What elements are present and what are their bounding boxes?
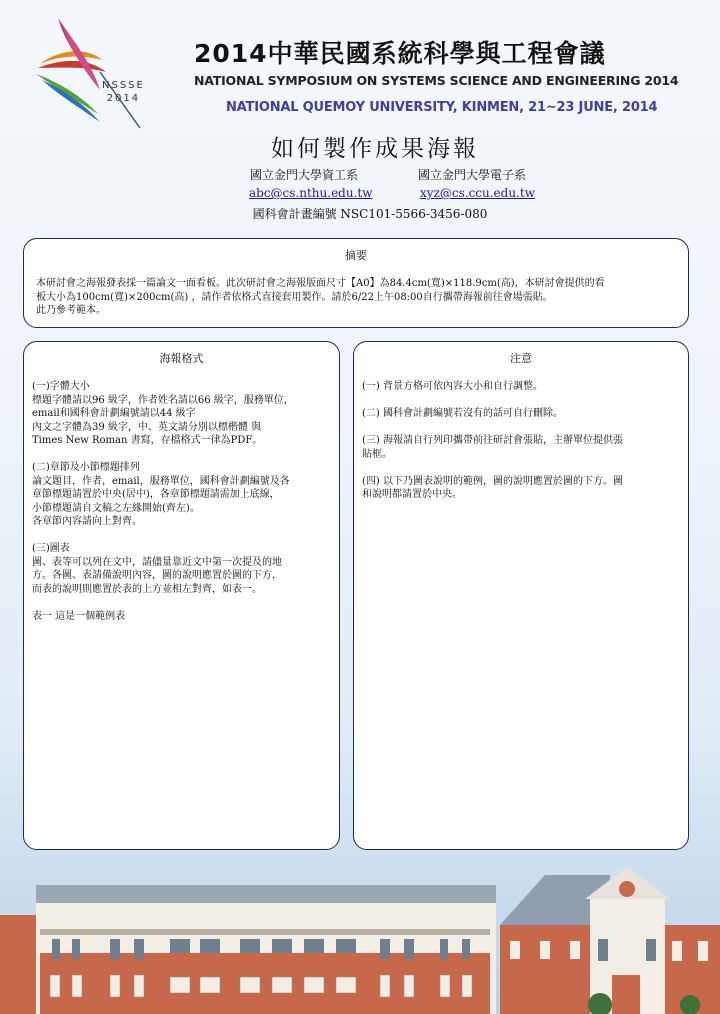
- format-line: 論文題目，作者，email，服務單位，國科會計劃編號及各: [32, 475, 290, 487]
- poster-title: 如何製作成果海報: [271, 136, 479, 162]
- logo-line-2: 2014: [106, 93, 141, 104]
- email-2[interactable]: xyz@cs.ccu.edu.tw: [420, 186, 535, 200]
- conference-venue: NATIONAL QUEMOY UNIVERSITY, KINMEN, 21~23 JUNE, 2014: [226, 100, 658, 115]
- notes-heading: 注意: [510, 352, 532, 365]
- affiliation-1: 國立金門大學資工系: [250, 168, 359, 182]
- campus-building-illustration: [0, 855, 720, 1014]
- note-item: [362, 434, 680, 461]
- note-line: (三) 海報請自行列印攜帶前往研討會張貼，主辦單位提供張: [362, 435, 623, 446]
- format-heading: 海報格式: [159, 352, 204, 365]
- notes-body: [362, 380, 680, 502]
- format-line: 小節標題請自文稿之左緣開始(齊左)。: [32, 502, 200, 514]
- abstract-body: [36, 277, 676, 318]
- format-line: 內文之字體為39 級字，中、英文請分別以標楷體 與: [32, 421, 262, 433]
- format-line: 圖、表等可以列在文中，請儘量靠近文中第一次提及的地: [32, 556, 282, 568]
- table-caption: 表一 這是一個範例表: [32, 610, 126, 622]
- note-line: (二) 國科會計劃編號若沒有的話可自行刪除。: [362, 408, 563, 419]
- note-item: [362, 380, 680, 394]
- note-line: (一) 背景方格可依內容大小和自行調整。: [362, 381, 543, 392]
- format-section-figures: [32, 542, 331, 596]
- format-box: [23, 341, 340, 850]
- note-line: 貼框。: [362, 448, 392, 460]
- format-line: 章節標題請置於中央(居中)，各章節標題請需加上底線，: [32, 489, 280, 500]
- note-item: [362, 475, 680, 502]
- format-line: Times New Roman 書寫，存檔格式一律為PDF。: [32, 435, 263, 446]
- format-section-headings: [32, 461, 331, 529]
- abstract-box: [23, 238, 689, 328]
- poster-header: [0, 0, 720, 230]
- format-section-font-size: [32, 380, 331, 448]
- format-line: 而表的說明則應置於表的上方並相左對齊，如表一。: [32, 583, 262, 595]
- nssse-logo: [28, 10, 158, 130]
- note-line: 和說明都請置於中央。: [362, 489, 462, 500]
- format-line: (一)字體大小: [32, 381, 90, 392]
- format-line: 方。各圖、表請備說明內容，圖的說明應置於圖的下方，: [32, 570, 282, 581]
- nsc-number: 國科會計畫編號 NSC101-5566-3456-080: [252, 207, 488, 221]
- abstract-line: 此乃參考範本。: [36, 305, 106, 316]
- format-section-table-caption: [32, 610, 331, 624]
- abstract-heading: 摘要: [345, 249, 367, 262]
- note-item: [362, 407, 680, 421]
- email-1[interactable]: abc@cs.nthu.edu.tw: [249, 186, 373, 200]
- format-line: email和國科會計劃編號請以44 級字: [32, 408, 196, 419]
- conference-title-en: NATIONAL SYMPOSIUM ON SYSTEMS SCIENCE AND ENGINEERING 2014: [194, 73, 679, 88]
- abstract-line: 本研討會之海報發表採一篇論文一面看板。此次研討會之海報版面尺寸【A0】為84.4cm(寬)×118.9cm(高)，本研討會提供的看: [36, 278, 605, 289]
- note-line: (四) 以下乃圖表說明的範例，圖的說明應置於圖的下方。圖: [362, 475, 623, 487]
- notes-box: [353, 341, 689, 850]
- abstract-line: 板大小為100cm(寬)×200cm(高) ，請作者依格式直接套用製作。請於6/22上午08:00自行攜帶海報前往會場張貼。: [36, 291, 553, 303]
- format-line: 標題字體請以96 級字，作者姓名請以66 級字，服務單位，: [32, 394, 294, 406]
- format-line: (二)章節及小節標題排列: [32, 462, 140, 473]
- conference-title-cn: 2014中華民國系統科學與工程會議: [194, 39, 606, 68]
- logo-line-1: NSSSE: [102, 80, 145, 91]
- logo-text: [102, 79, 145, 105]
- affiliation-2: 國立金門大學電子系: [418, 168, 527, 182]
- format-body: [32, 380, 331, 623]
- format-line: (三)圖表: [32, 543, 70, 554]
- format-line: 各章節內容請向上對齊。: [32, 516, 142, 527]
